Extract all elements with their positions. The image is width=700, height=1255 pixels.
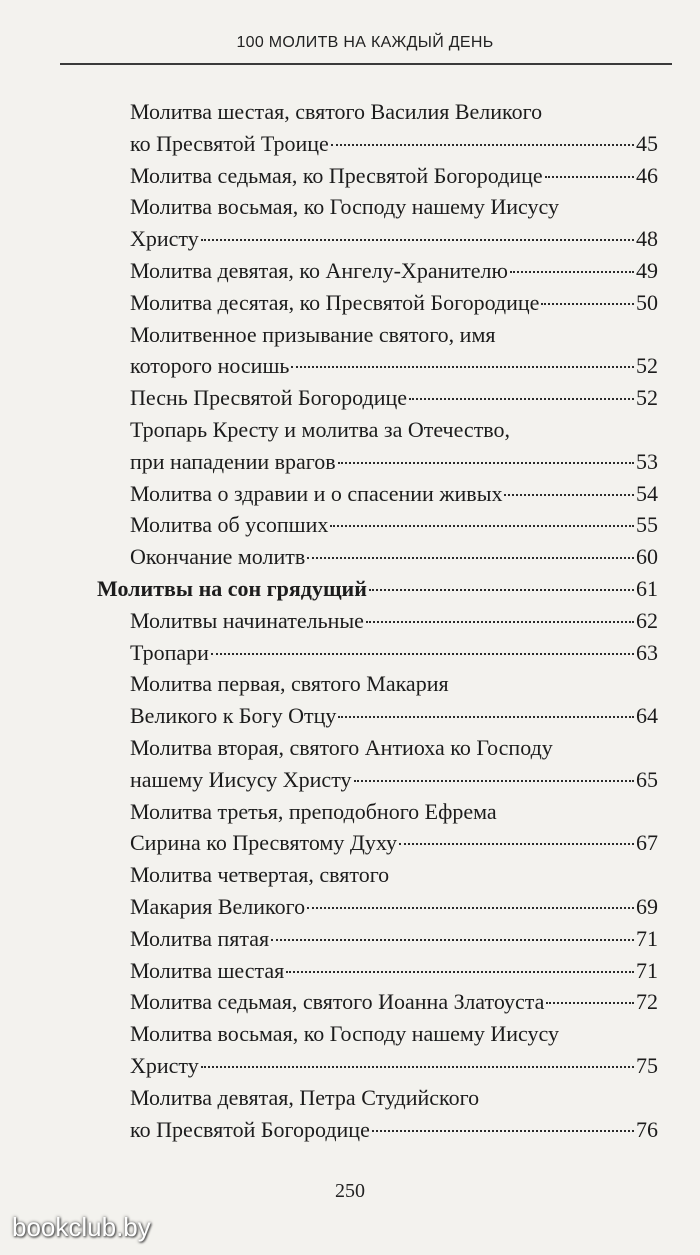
toc-page-number: 61 <box>636 575 658 601</box>
toc-leader-row <box>130 827 658 859</box>
toc-entry <box>0 319 700 383</box>
toc-entry-title: Молитва девятая, ко Ангелу-Хранителю <box>130 257 508 283</box>
toc-entry <box>0 191 700 255</box>
toc-entry-title: ко Пресвятой Богородице <box>130 1116 370 1142</box>
dot-leader <box>211 652 634 655</box>
toc-leader-row <box>130 1114 658 1146</box>
toc-page-number: 71 <box>636 957 658 983</box>
dot-leader <box>291 365 634 368</box>
toc-entry <box>0 382 700 414</box>
toc-leader-row <box>130 891 658 923</box>
toc-page-number: 65 <box>636 766 658 792</box>
toc-leader-row <box>130 382 658 414</box>
toc-entry <box>0 1082 700 1146</box>
toc-leader-row <box>130 223 658 255</box>
toc-entry <box>0 96 700 160</box>
toc-leader-row <box>130 478 658 510</box>
dot-leader <box>399 842 634 845</box>
toc-leader-row <box>130 128 658 160</box>
toc-page-number: 45 <box>636 130 658 156</box>
toc-entry-title: Молитва шестая <box>130 957 285 983</box>
toc-page-number: 76 <box>636 1116 658 1142</box>
toc-page-number: 52 <box>636 385 658 411</box>
toc-page-number: 46 <box>636 162 658 188</box>
toc-entry-title: ко Пресвятой Троице <box>130 130 329 156</box>
dot-leader <box>286 970 634 973</box>
header-rule <box>60 63 672 65</box>
toc-entry-title: Песнь Пресвятой Богородице <box>130 385 408 411</box>
toc-leader-row <box>130 255 658 287</box>
watermark: bookclub.by <box>12 1212 151 1242</box>
toc-leader-row <box>130 350 658 382</box>
page-number: 250 <box>335 1180 365 1202</box>
toc-leader-row <box>130 509 658 541</box>
toc-leader-row <box>130 160 658 192</box>
toc-entry-title: Молитва девятая, Петра Студийского <box>130 1084 480 1110</box>
toc-entry-title: Сирина ко Пресвятому Духу <box>130 830 398 856</box>
toc-entry-title: Христу <box>130 226 199 252</box>
toc-leader-row <box>130 764 658 796</box>
dot-leader <box>307 556 634 559</box>
toc-entry-title: которого носишь <box>130 353 290 379</box>
dot-leader <box>330 524 634 527</box>
toc-entry <box>0 796 700 860</box>
dot-leader <box>372 1129 634 1132</box>
toc-leader-row <box>130 446 658 478</box>
toc-entry-title: Молитва седьмая, ко Пресвятой Богородице <box>130 162 543 188</box>
toc-page-number: 54 <box>636 480 658 506</box>
toc-entry-title: Молитвы на сон грядущий <box>97 575 367 601</box>
running-header: 100 МОЛИТВ НА КАЖДЫЙ ДЕНЬ <box>236 34 494 51</box>
toc-entry <box>0 160 700 192</box>
toc-entry-title: Молитва пятая <box>130 925 270 951</box>
toc-entry <box>0 668 700 732</box>
toc-page-number: 52 <box>636 353 658 379</box>
toc-page-number: 48 <box>636 226 658 252</box>
toc-page-number: 60 <box>636 544 658 570</box>
toc-entry-title: Великого к Богу Отцу <box>130 703 337 729</box>
toc-leader-row <box>130 637 658 669</box>
toc-entry <box>0 541 700 573</box>
toc-entry-title: Молитва третья, преподобного Ефрема <box>130 798 497 824</box>
toc-page-number: 75 <box>636 1052 658 1078</box>
toc-entry <box>0 732 700 796</box>
toc-entry <box>0 923 700 955</box>
toc-entry-title: Молитва шестая, святого Василия Великого <box>130 99 543 124</box>
toc-page-number: 50 <box>636 289 658 315</box>
toc-leader-row <box>130 986 658 1018</box>
toc-entry-title: Молитва седьмая, святого Иоанна Златоуста <box>130 989 545 1015</box>
toc-entry <box>0 1018 700 1082</box>
toc-entry <box>0 605 700 637</box>
dot-leader <box>338 461 634 464</box>
toc-page-number: 72 <box>636 989 658 1015</box>
toc-page-number: 63 <box>636 639 658 665</box>
toc-leader-row <box>130 287 658 319</box>
toc-section-heading <box>0 573 700 605</box>
toc-entry-title: Молитва десятая, ко Пресвятой Богородице <box>130 289 540 315</box>
toc-page-number: 49 <box>636 257 658 283</box>
dot-leader <box>307 906 634 909</box>
toc-page-number: 67 <box>636 830 658 856</box>
dot-leader <box>331 143 634 146</box>
dot-leader <box>369 588 634 591</box>
toc-leader-row <box>130 1050 658 1082</box>
table-of-contents <box>0 96 700 1145</box>
toc-leader-row <box>130 541 658 573</box>
toc-entry-title: Молитвы начинательные <box>130 607 364 633</box>
toc-entry-title: при нападении врагов <box>130 448 336 474</box>
toc-entry-title: Молитва восьмая, ко Господу нашему Иисусу <box>130 194 559 220</box>
toc-page-number: 53 <box>636 448 658 474</box>
toc-leader-row <box>130 700 658 732</box>
toc-entry-title: Христу <box>130 1052 199 1078</box>
toc-entry-title: Тропарь Кресту и молитва за Отечество, <box>130 416 511 442</box>
toc-leader-row <box>130 923 658 955</box>
dot-leader <box>338 715 634 718</box>
toc-entry <box>0 859 700 923</box>
toc-entry <box>0 955 700 987</box>
toc-page-number: 69 <box>636 893 658 919</box>
toc-entry-title: Молитвенное призывание святого, имя <box>130 321 496 347</box>
toc-entry-title: Молитва четвертая, святого <box>130 862 390 888</box>
dot-leader <box>366 620 634 623</box>
dot-leader <box>201 238 634 241</box>
dot-leader <box>545 175 634 178</box>
dot-leader <box>201 1065 634 1068</box>
toc-entry <box>0 255 700 287</box>
toc-entry <box>0 509 700 541</box>
toc-entry-title: Молитва восьмая, ко Господу нашему Иисусу <box>130 1021 559 1047</box>
toc-entry-title: Молитва о здравии и о спасении живых <box>130 480 503 506</box>
toc-page-number: 64 <box>636 703 658 729</box>
dot-leader <box>504 493 634 496</box>
toc-entry <box>0 637 700 669</box>
toc-entry <box>0 986 700 1018</box>
toc-entry-title: Окончание молитв <box>130 544 306 570</box>
toc-page-number: 55 <box>636 512 658 538</box>
dot-leader <box>271 938 634 941</box>
dot-leader <box>510 270 634 273</box>
toc-entry-title: Молитва первая, святого Макария <box>130 671 449 697</box>
dot-leader <box>546 1001 634 1004</box>
dot-leader <box>354 779 634 782</box>
toc-entry-title: Молитва об усопших <box>130 512 329 538</box>
toc-entry-title: Тропари <box>130 639 209 665</box>
toc-leader-row <box>130 955 658 987</box>
toc-entry <box>0 414 700 478</box>
toc-entry <box>0 287 700 319</box>
toc-entry-title: Макария Великого <box>130 893 306 919</box>
toc-entry-title: Молитва вторая, святого Антиоха ко Господу <box>130 734 553 760</box>
toc-leader-row <box>130 605 658 637</box>
toc-leader-row <box>97 573 658 605</box>
toc-page-number: 62 <box>636 607 658 633</box>
dot-leader <box>541 302 634 305</box>
toc-page-number: 71 <box>636 925 658 951</box>
dot-leader <box>409 397 634 400</box>
toc-entry-title: нашему Иисусу Христу <box>130 766 352 792</box>
toc-entry <box>0 478 700 510</box>
